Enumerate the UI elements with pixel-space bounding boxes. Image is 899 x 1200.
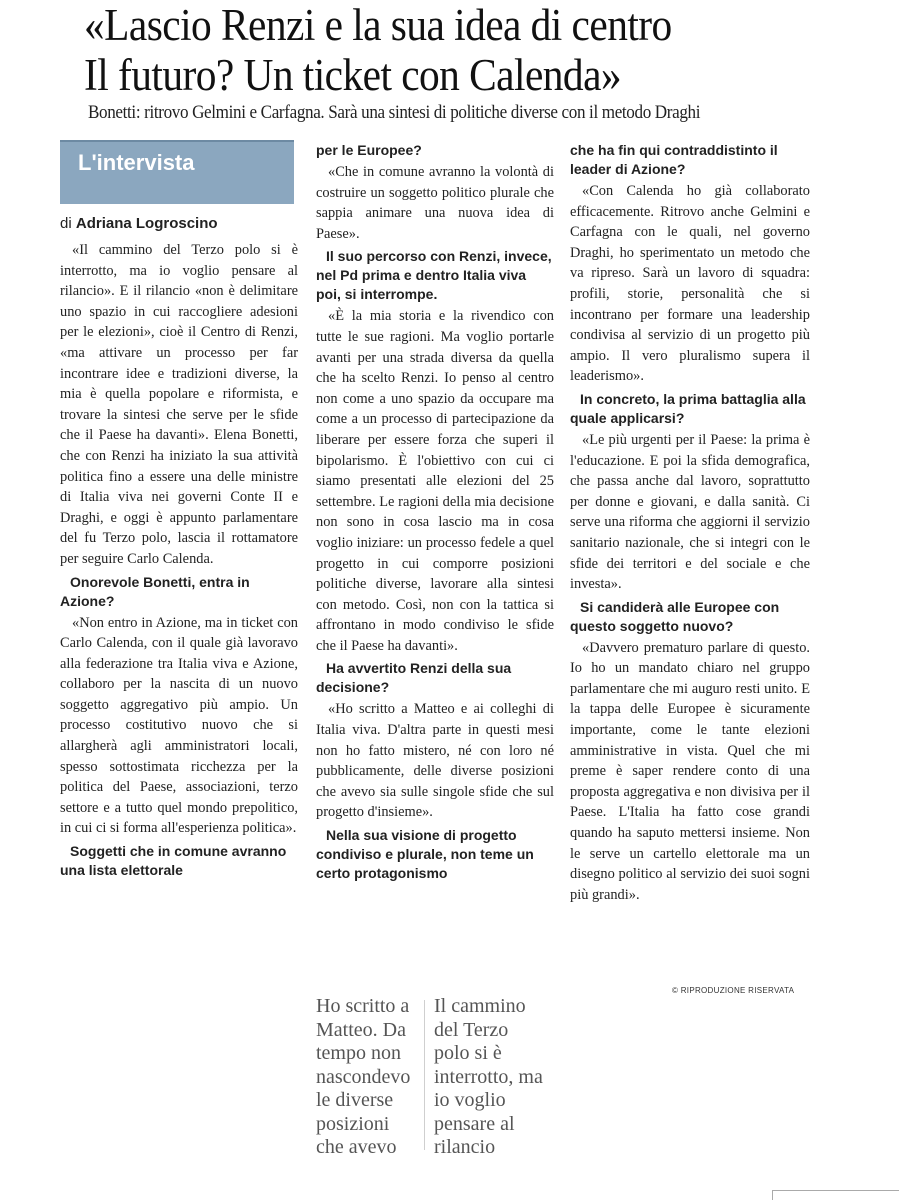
interview-paragraph: «Davvero prematuro parlare di questo. Io ho un mandato chiaro nel gruppo parlamentare che mi auguro resti unito. E la tappa delle Europee è sicuramente importante, come le tante elezioni amministrative in vista. Quel che mi preme è saper rendere conto di una proposta aggregativa e non divisiva per il Paese. L'Italia ha fatto cose grandi quando ha saputo mettersi insieme. Non le serve un cartello elettorale ma un disegno politico al servizio dei suoi sogni più grandi». [570, 639, 810, 903]
byline-author: Adriana Logroscino [75, 215, 218, 232]
headline-line-1: «Lascio Renzi e la sua idea di centro [84, 0, 672, 50]
interview-paragraph: «Il cammino del Terzo polo si è interrotto, ma io voglio pensare al rilancio». E il rilancio «non è delimitare uno spazio in cui raccogliere adesioni per le elezioni», cioè il Centro di Renzi, «ma attivare un processo per far incontrare idee e tradizioni diverse, la mia è quella popolare e riformista, e trovare la sintesi che serve per le sfide che il Paese ha davanti». Elena Bonetti, che con Renzi ha iniziato la sua attività politica fino a essere una delle ministre di Italia viva nei governi Conte II e Draghi, e oggi è appunto parlamentare del fu Terzo polo, lascia il rottamatore per seguire Carlo Calenda. [60, 242, 298, 567]
article-column-1 [60, 240, 298, 882]
byline [60, 215, 300, 232]
interview-question: che ha fin qui contraddistinto il leader di Azione? [570, 142, 778, 177]
section-label: L'intervista [78, 150, 195, 175]
section-label-box [60, 140, 294, 204]
copyright-notice: © RIPRODUZIONE RISERVATA [672, 986, 795, 995]
interview-question: Nella sua visione di progetto condiviso e plurale, non teme un certo protagonismo [316, 827, 534, 882]
interview-question: Ha avvertito Renzi della sua decisione? [316, 660, 512, 696]
interview-paragraph: «Con Calenda ho già collaborato efficacemente. Ritrovo anche Gelmini e Carfagna con le quali, nel governo Draghi, ho sperimentato un metodo che va ripreso. Sarà un lavoro di squadra: profili, storie, personalità che si incontrano per formare una leadership condivisa al servizio di un progetto più ampio. Il vero pluralismo supera il leaderismo». [570, 183, 810, 385]
interview-question: per le Europee? [316, 142, 422, 158]
interview-paragraph: «È la mia storia e la rivendico con tutte le sue ragioni. Ma voglio portarle avanti per una strada diversa da quella che ha scelto Renzi. Io penso al centro non come a uno spazio da occupare ma come a un processo di partecipazione da liberare per essere forza che superi il bipolarismo. È l'obiettivo con cui ci siamo presentati alle elezioni del 25 settembre. Le ragioni della mia decisione non sono in cosa lascio ma in cosa voglio iniziare: un processo fedele a quel progetto in cui comporre posizioni politiche diverse, lavorare alla sintesi con metodo. Così, non con la tattica si affrontano in modo condiviso le sfide che il Paese ha davanti». [316, 308, 554, 654]
interview-question: Il suo percorso con Renzi, invece, nel Pd prima e dentro Italia viva poi, si interrompe. [316, 248, 552, 303]
subheadline: Bonetti: ritrovo Gelmini e Carfagna. Sarà una sintesi di politiche diverse con il metodo Draghi [88, 102, 701, 123]
interview-paragraph: «Non entro in Azione, ma in ticket con Carlo Calenda, con il quale già lavoravo alla federazione tra Italia viva e Azione, collaboro per la nascita di un nuovo soggetto aggregativo più ampio. Un processo costitutivo nuovo che si allargherà agli amministratori locali, spesso sottostimata ricchezza per la politica del Paese, associazioni, terzo settore e a tutto quel mondo prepolitico, in cui ci si forma all'esperienza politica». [60, 614, 298, 837]
interview-paragraph: «Le più urgenti per il Paese: la prima è l'educazione. E poi la sfida demografica, che passa anche dal lavoro, soprattutto per donne e giovani, e dalla sanità. Ci serve una riforma che aggiorni il servizio sanitario nazionale, che si integri con le sfide dei territori e del sociale e che investa». [570, 431, 810, 593]
interview-question: Soggetti che in comune avranno una lista elettorale [60, 843, 287, 879]
interview-paragraph: «Ho scritto a Matteo e ai colleghi di Italia viva. D'altra parte in questi mesi non ho fatto mistero, né con loro né pubblicamente, delle diverse posizioni che avevo sia sulle singole sfide che sul progetto d'insieme». [316, 701, 554, 821]
scan-corner-mark [772, 1190, 899, 1200]
interview-question: In concreto, la prima battaglia alla quale applicarsi? [570, 390, 806, 426]
headline [84, 0, 820, 100]
interview-question: Onorevole Bonetti, entra in Azione? [60, 573, 250, 609]
byline-prefix: di [60, 215, 72, 232]
interview-paragraph: «Che in comune avranno la volontà di costruire un soggetto politico plurale che sappia animare una nuova idea di Paese». [316, 164, 554, 242]
article-column-2 [316, 138, 554, 885]
headline-line-2: Il futuro? Un ticket con Calenda» [84, 50, 622, 100]
pull-quote-divider [424, 1000, 425, 1150]
pull-quote-1: Ho scritto a Matteo. Da tempo non nascondevo le diverse posizioni che avevo [316, 995, 411, 1158]
article-column-3 [570, 138, 810, 907]
interview-question: Si candiderà alle Europee con questo soggetto nuovo? [570, 598, 780, 634]
pull-quote-2: Il cammino del Terzo polo si è interrotto, ma io voglio pensare al rilancio [434, 995, 543, 1158]
